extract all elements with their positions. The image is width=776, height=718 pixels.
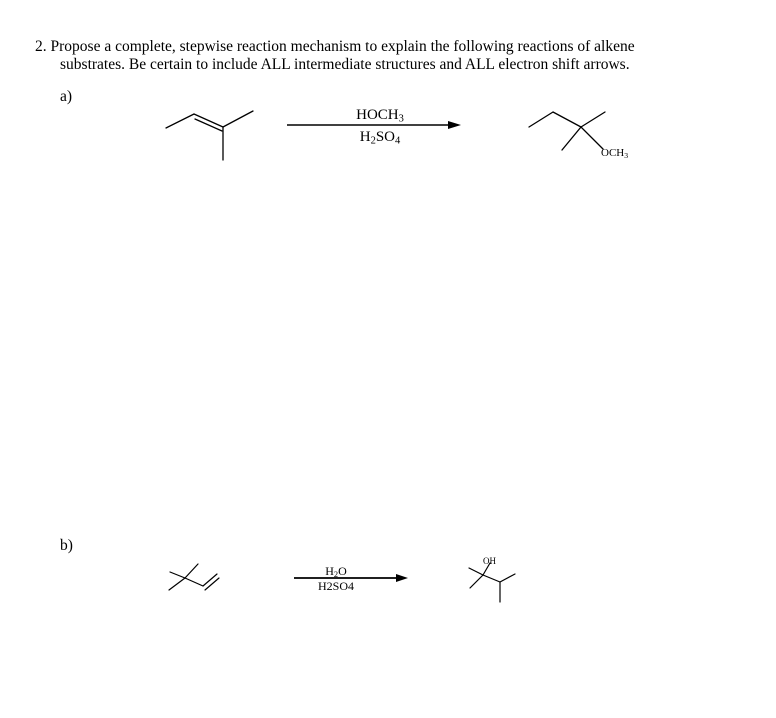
bond — [562, 127, 581, 150]
hydroxyl-group-label: OH — [483, 556, 496, 566]
reactant-a-structure — [166, 111, 253, 160]
part-a-label: a) — [60, 88, 73, 105]
bond — [470, 575, 483, 588]
bond — [581, 127, 603, 149]
bond — [185, 564, 198, 578]
bond — [529, 112, 553, 127]
bond — [483, 575, 500, 582]
bond — [553, 112, 581, 127]
reagent-b-water: $H_2O$ — [325, 564, 347, 580]
double-bond-line — [205, 578, 219, 590]
product-a-structure — [529, 112, 605, 150]
bond — [170, 572, 185, 578]
bond — [169, 578, 185, 590]
reagent-b-sulfuric-acid: H2SO4 — [317, 579, 354, 593]
reactant-b-structure — [169, 564, 219, 590]
question-line-1: 2. Propose a complete, stepwise reaction mechanism to explain the following reactions of alkene — [35, 38, 635, 55]
bond — [166, 114, 194, 128]
reagent-a-sulfuric-acid: $H_2SO_4$ — [359, 129, 401, 147]
bond — [223, 111, 253, 127]
bond — [581, 112, 605, 127]
question-line-2: substrates. Be certain to include ALL intermediate structures and ALL electron shift arrows. — [60, 56, 630, 73]
bond — [469, 568, 483, 575]
product-b-structure — [469, 563, 515, 602]
reagent-a-methanol: $HOCH_3$ — [356, 107, 404, 125]
bond — [185, 578, 203, 586]
bond — [500, 574, 515, 582]
bond — [203, 574, 217, 586]
methoxy-group-label: $OCH_3$ — [601, 147, 629, 160]
part-b-label: b) — [60, 537, 73, 554]
